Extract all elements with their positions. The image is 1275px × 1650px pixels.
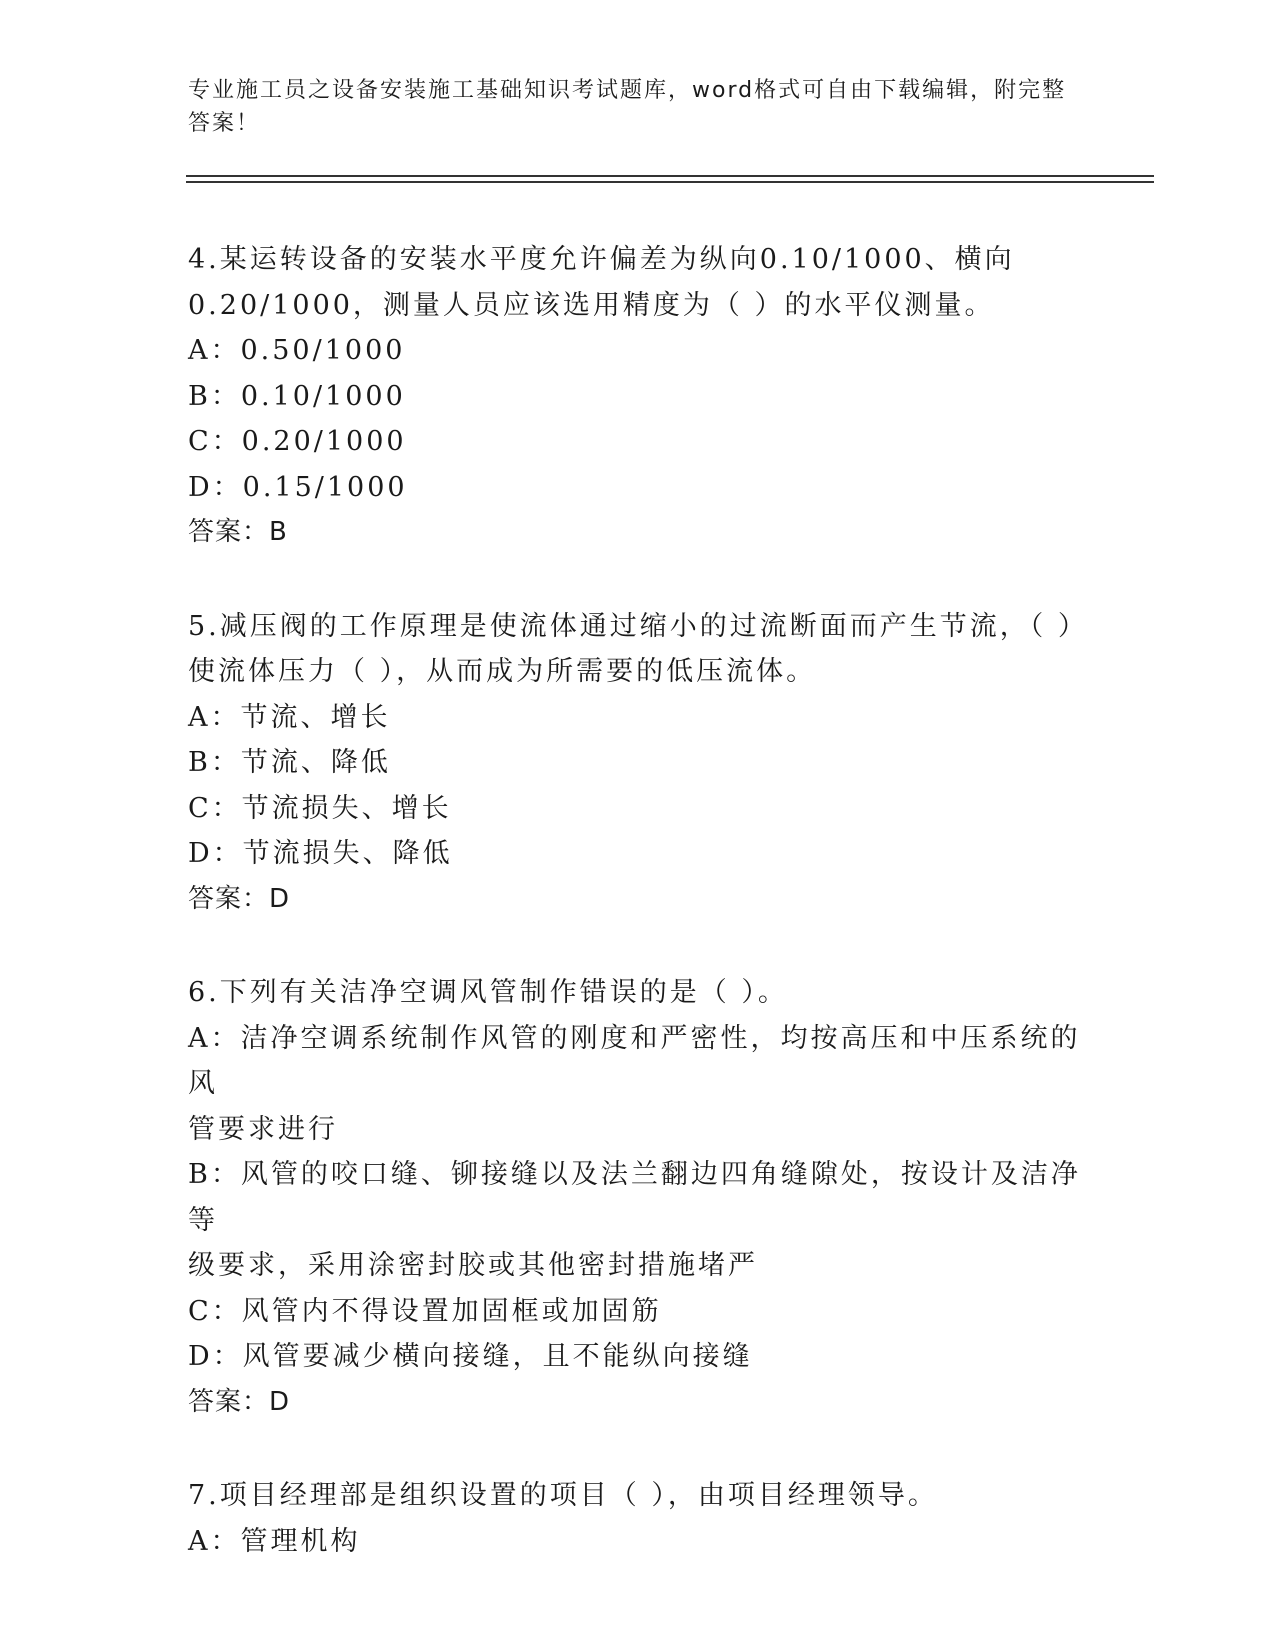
option-c: C：0.20/1000: [188, 426, 407, 457]
answer-line: 答案：D: [188, 883, 291, 914]
question-stem-line: 6.下列有关洁净空调风管制作错误的是（ ）。: [188, 977, 788, 1008]
option-c: C：节流损失、增长: [188, 792, 452, 824]
question-stem-line: 7.项目经理部是组织设置的项目（ ），由项目经理领导。: [188, 1480, 938, 1511]
option-a: A：管理机构: [188, 1525, 361, 1557]
question-5: [188, 604, 1088, 923]
option-c: C：风管内不得设置加固框或加固筋: [188, 1295, 662, 1327]
option-d: D：0.15/1000: [188, 471, 408, 503]
question-stem-line: 4.某运转设备的安装水平度允许偏差为纵向0.10/1000、横向: [188, 244, 1015, 275]
option-b: B：风管的咬口缝、铆接缝以及法兰翻边四角缝隙处，按设计及洁净等: [188, 1159, 1081, 1236]
option-a-continued: 管要求进行: [188, 1113, 338, 1145]
question-stem-line: 使流体压力（ ），从而成为所需要的低压流体。: [188, 656, 817, 687]
header-rule-thick: [186, 181, 1154, 183]
option-a: A：0.50/1000: [188, 335, 406, 366]
question-4: [188, 237, 1088, 556]
answer-line: 答案：D: [188, 1386, 291, 1417]
option-b-continued: 级要求，采用涂密封胶或其他密封措施堵严: [188, 1250, 758, 1281]
question-list: [188, 237, 1088, 1612]
question-7: [188, 1473, 1088, 1564]
header-rule-thin: [186, 175, 1154, 177]
option-d: D：节流损失、降低: [188, 838, 453, 869]
question-stem-line: 0.20/1000，测量人员应该选用精度为（ ）的水平仪测量。: [188, 289, 995, 321]
document-header: 专业施工员之设备安装施工基础知识考试题库，word格式可自由下载编辑，附完整答案！: [188, 78, 1067, 136]
option-d: D：风管要减少横向接缝，且不能纵向接缝: [188, 1341, 753, 1372]
option-a: A：节流、增长: [188, 701, 391, 733]
option-a: A：洁净空调系统制作风管的刚度和严密性，均按高压和中压系统的风: [188, 1022, 1081, 1099]
option-b: B：0.10/1000: [188, 380, 406, 412]
option-b: B：节流、降低: [188, 747, 391, 778]
question-6: [188, 970, 1088, 1425]
question-stem-line: 5.减压阀的工作原理是使流体通过缩小的过流断面而产生节流，（ ）: [188, 610, 1088, 642]
answer-line: 答案：B: [188, 517, 288, 547]
